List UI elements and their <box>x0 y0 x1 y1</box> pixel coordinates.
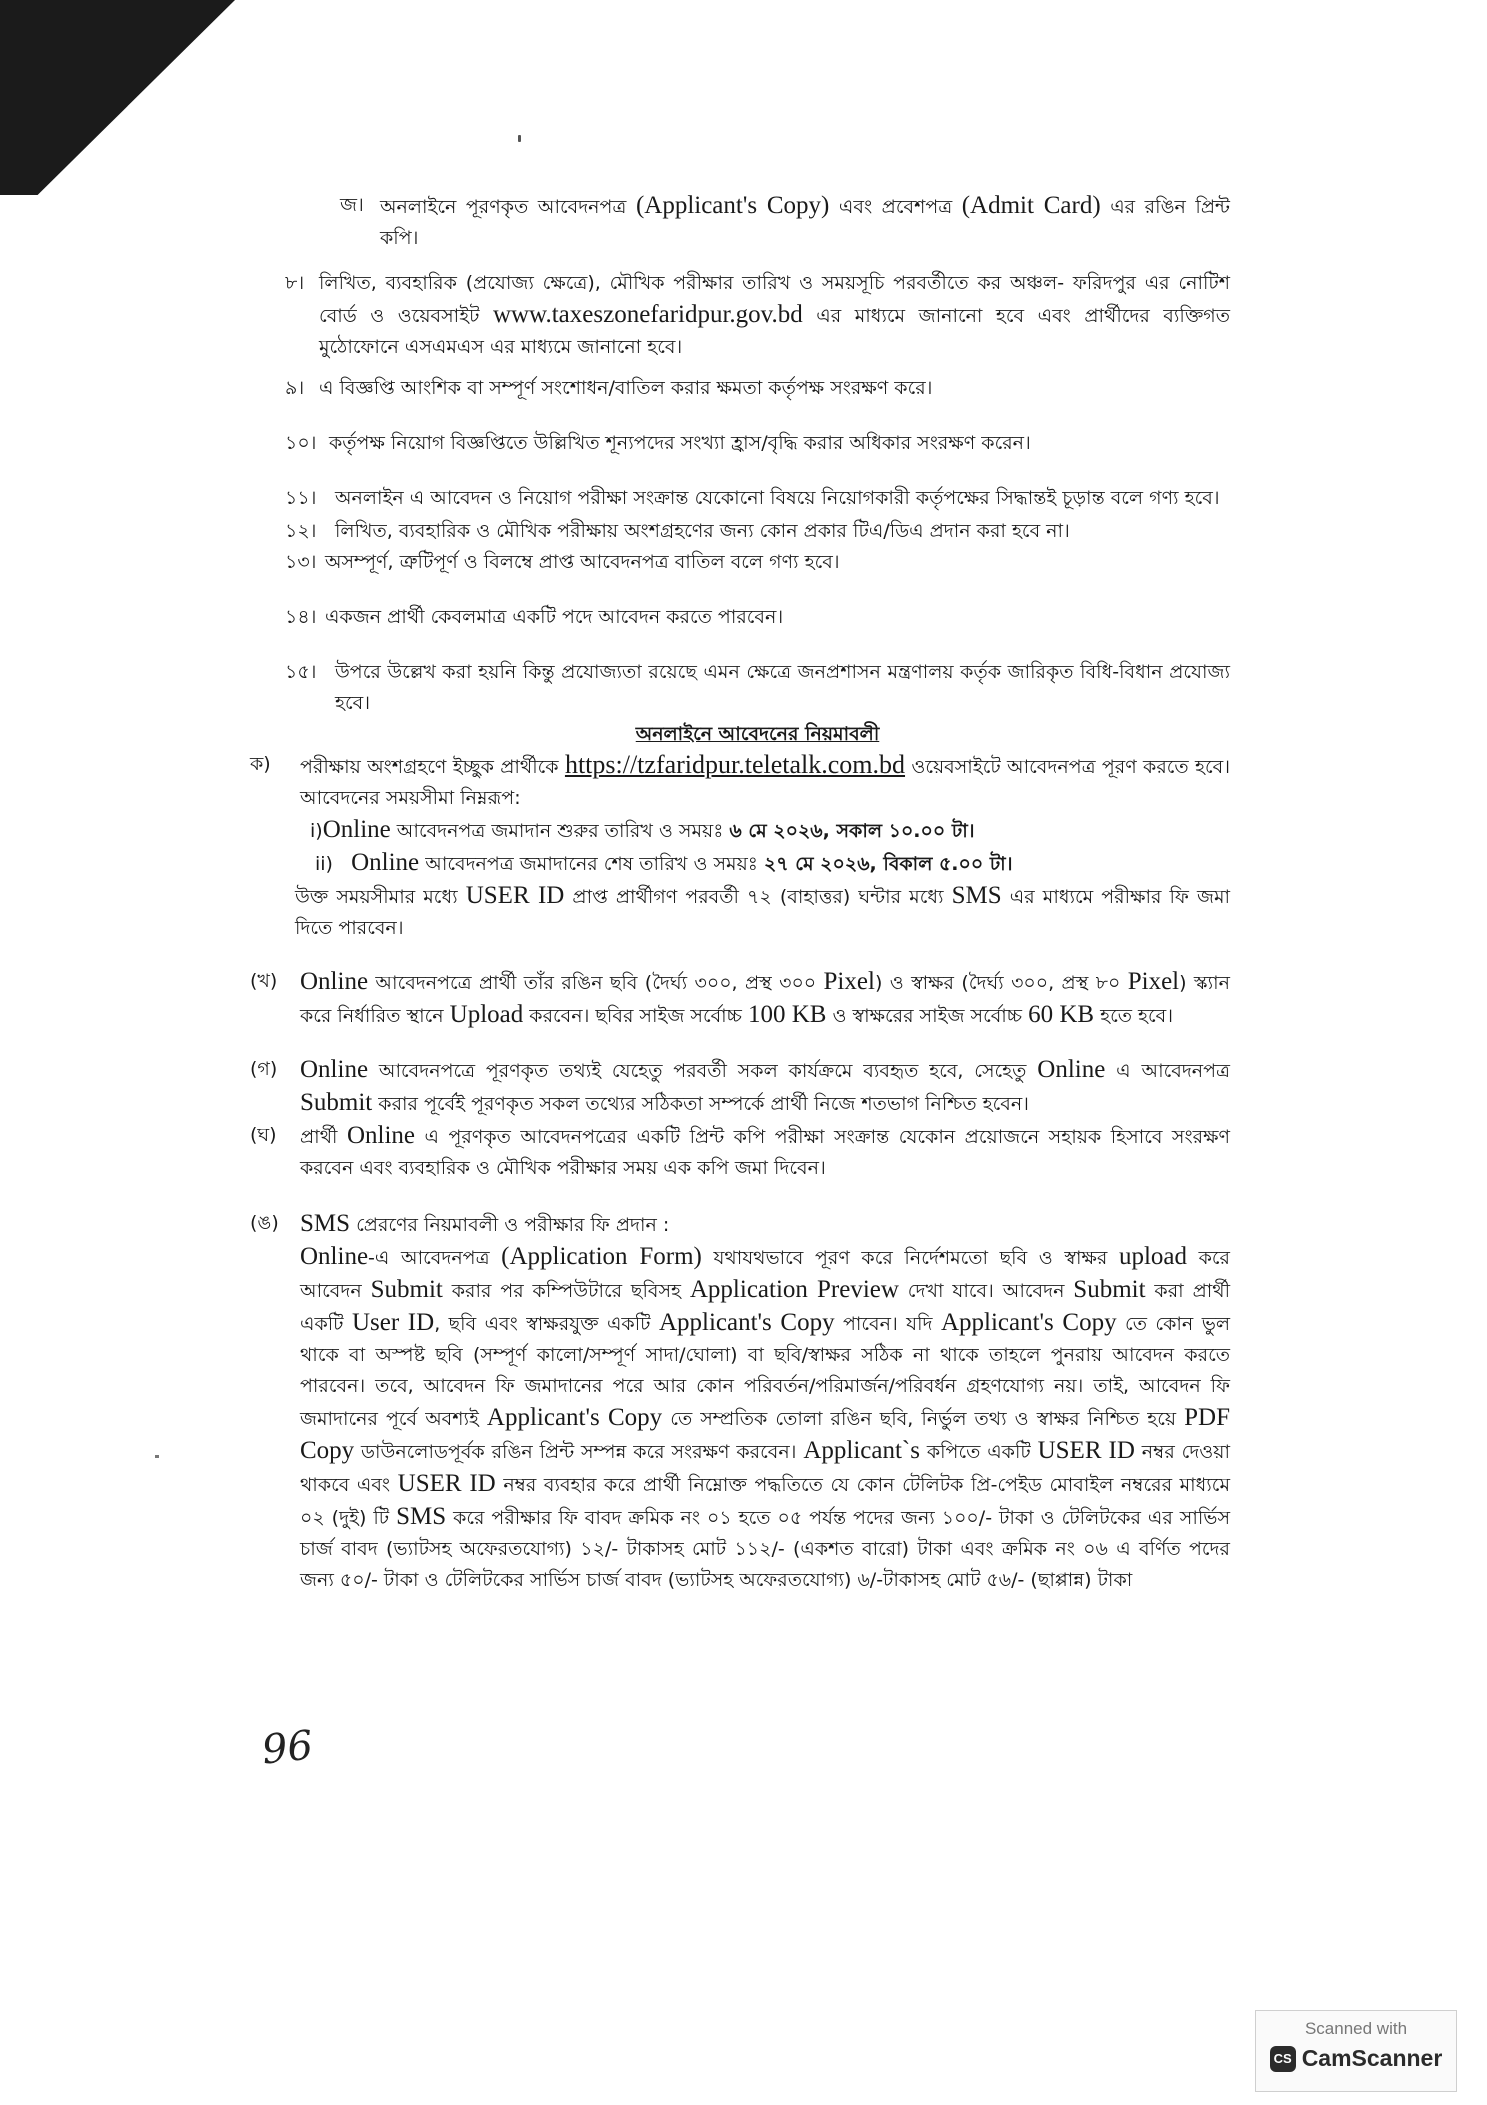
list-item-10 <box>285 428 1230 459</box>
camscanner-watermark <box>1255 2010 1457 2092</box>
camscanner-logo-icon: CS <box>1270 2046 1296 2072</box>
list-item-jha <box>340 190 1230 254</box>
item-text: কর্তৃপক্ষ নিয়োগ বিজ্ঞপ্তিতে উল্লিখিত শূন্যপদের সংখ্যা হ্রাস/বৃদ্ধি করার অধিকার সংরক্ষণ করেন। <box>329 432 1031 454</box>
item-number: (ঘ) <box>250 1124 277 1146</box>
rule-gha <box>250 1120 1230 1184</box>
item-text: একজন প্রার্থী কেবলমাত্র একটি পদে আবেদন করতে পারবেন। <box>325 606 784 628</box>
section-heading: অনলাইনে আবেদনের নিয়মাবলী <box>635 723 880 745</box>
watermark-brand: CamScanner <box>1301 2045 1443 2071</box>
rule-umo <box>250 1208 1230 1596</box>
scan-speck <box>518 135 521 142</box>
item-text: লিখিত, ব্যবহারিক ও মৌখিক পরীক্ষায় অংশগ্রহণের জন্য কোন প্রকার টিএ/ডিএ প্রদান করা হবে না। <box>335 520 1070 542</box>
rule-ka <box>250 749 1230 944</box>
item-number: ১১। <box>285 487 317 509</box>
item-text: Online আবেদনপত্রে পূরণকৃত তথ্যই যেহেতু পরবর্তী সকল কার্যক্রমে ব্যবহৃত হবে, সেহেতু Online এ আবেদনপত্র Submit করার পূর্বেই পূরণকৃত সকল তথ্যের সঠিকতা সম্পর্কে প্রার্থী নিজে শতভাগ নিশ্চিত হবেন। <box>300 1056 1230 1116</box>
item-number: (গ) <box>250 1058 278 1080</box>
item-text: প্রার্থী Online এ পূরণকৃত আবেদনপত্রের একটি প্রিন্ট কপি পরীক্ষা সংক্রান্ত যেকোন প্রয়োজনে সহায়ক হিসাবে সংরক্ষণ করবেন এবং ব্যবহারিক ও মৌখিক পরীক্ষার সময় এক কপি জমা দিবেন। <box>300 1122 1230 1179</box>
item-text: Online আবেদনপত্রে প্রার্থী তাঁর রঙিন ছবি (দৈর্ঘ্য ৩০০, প্রস্থ ৩০০ Pixel) ও স্বাক্ষর (দৈর্ঘ্য ৩০০, প্রস্থ ৮০ Pixel) স্ক্যান করে নির্ধারিত স্থানে Upload করবেন। ছবির সাইজ সর্বোচ্চ 100 KB ও স্বাক্ষরের সাইজ সর্বোচ্চ 60 KB হতে হবে। <box>300 968 1230 1028</box>
item-number: ৯। <box>285 377 305 399</box>
document-page <box>250 190 1231 1596</box>
item-number: (ঙ) <box>250 1212 279 1234</box>
item-number: ১৫। <box>285 661 317 683</box>
item-number: ক) <box>250 753 271 775</box>
list-item-14 <box>285 602 1230 633</box>
rule-ga <box>250 1054 1230 1120</box>
sms-rules-title: SMS প্রেরণের নিয়মাবলী ও পরীক্ষার ফি প্রদান : <box>300 1210 670 1237</box>
item-text: অসম্পূর্ণ, ত্রুটিপূর্ণ ও বিলম্বে প্রাপ্ত আবেদনপত্র বাতিল বলে গণ্য হবে। <box>325 551 840 573</box>
item-number: (খ) <box>250 970 278 992</box>
rule-kha <box>250 966 1230 1032</box>
watermark-caption: Scanned with <box>1304 2019 1408 2038</box>
item-number: জ। <box>340 194 364 216</box>
fee-deadline-text: উক্ত সময়সীমার মধ্যে USER ID প্রাপ্ত প্রার্থীগণ পরবর্তী ৭২ (বাহাত্তর) ঘন্টার মধ্যে SMS এর মাধ্যমে পরীক্ষার ফি জমা দিতে পারবেন। <box>295 882 1231 939</box>
item-text <box>300 1208 1230 1596</box>
application-website-link[interactable]: https://tzfaridpur.teletalk.com.bd <box>564 750 906 779</box>
list-item-8 <box>285 268 1230 363</box>
sms-rules-paragraph: Online-এ আবেদনপত্র (Application Form) যথাযথভাবে পূরণ করে নির্দেশমতো ছবি ও স্বাক্ষর upload করে আবেদন Submit করার পর কম্পিউটারে ছবিসহ Application Preview দেখা যাবে। আবেদন Submit করা প্রার্থী একটি User ID, ছবি এবং স্বাক্ষরযুক্ত একটি Applicant's Copy পাবেন। যদি Applicant's Copy তে কোন ভুল থাকে বা অস্পষ্ট ছবি (সম্পূর্ণ কালো/সম্পূর্ণ সাদা/ঘোলা) বা ছবি/স্বাক্ষর সঠিক না থাকে তাহলে পুনরায় আবেদন করতে পারবেন। তবে, আবেদন ফি জমাদানের পরে আর কোন পরিবর্তন/পরিমার্জন/পরিবর্ধন গ্রহণযোগ্য নয়। তাই, আবেদন ফি জমাদানের পূর্বে অবশ্যই Applicant's Copy তে সম্প্রতিক তোলা রঙিন ছবি, নির্ভুল তথ্য ও স্বাক্ষর নিশ্চিত হয়ে PDF Copy ডাউনলোডপূর্বক রঙিন প্রিন্ট সম্পন্ন করে সংরক্ষণ করবেন। Applicant`s কপিতে একটি USER ID নম্বর দেওয়া থাকবে এবং USER ID নম্বর ব্যবহার করে প্রার্থী নিম্নোক্ত পদ্ধতিতে যে কোন টেলিটক প্রি-পেইড মোবাইল নম্বরের মাধ্যমে ০২ (দুই) টি SMS করে পরীক্ষার ফি বাবদ ক্রমিক নং ০১ হতে ০৫ পর্যন্ত পদের জন্য ১০০/- টাকা ও টেলিটকের এর সার্ভিস চার্জ বাবদ (ভ্যাটসহ অফেরতযোগ্য) ১২/- টাকাসহ মোট ১১২/- (একশত বারো) টাকা এবং ক্রমিক নং ০৬ এ বর্ণিত পদের জন্য ৫০/- টাকা ও টেলিটকের সার্ভিস চার্জ বাবদ (ভ্যাটসহ অফেরতযোগ্য) ৬/-টাকাসহ মোট ৫৬/- (ছাপ্পান্ন) টাকা <box>300 1243 1231 1591</box>
list-item-9 <box>285 373 1230 404</box>
item-number: ১২। <box>285 520 317 542</box>
item-text: উপরে উল্লেখ করা হয়নি কিন্তু প্রযোজ্যতা রয়েছে এমন ক্ষেত্রে জনপ্রশাসন মন্ত্রণালয় কর্তৃক জারিকৃত বিধি-বিধান প্রযোজ্য হবে। <box>335 661 1230 714</box>
item-number: ১০। <box>285 432 317 454</box>
handwritten-page-number: 96 <box>259 1722 316 1774</box>
list-item-12 <box>285 516 1230 547</box>
item-text: এ বিজ্ঞপ্তি আংশিক বা সম্পূর্ণ সংশোধন/বাতিল করার ক্ষমতা কর্তৃপক্ষ সংরক্ষণ করে। <box>319 377 933 399</box>
item-number: ১৩। <box>285 551 317 573</box>
item-text: অনলাইনে পূরণকৃত আবেদনপত্র (Applicant's Copy) এবং প্রবেশপত্র (Admit Card) এর রঙিন প্রিন্ট কপি। <box>380 192 1230 249</box>
item-text: পরীক্ষায় অংশগ্রহণে ইচ্ছুক প্রার্থীকে https://tzfaridpur.teletalk.com.bd ওয়েবসাইটে আবেদনপত্র পূরণ করতে হবে। আবেদনের সময়সীমা নিম্নরূপ: i)Online আবেদনপত্র জমাদান শুরুর তারিখ ও সময়ঃ ৬ মে ২০২৬, সকাল ১০.০০ টা। ii) Online আবেদনপত্র জমাদানের শেষ তারিখ ও সময়ঃ ২৭ মে ২০২৬, বিকাল ৫.০০ টা। উক্ত সময়সীমার মধ্যে USER ID প্রাপ্ত প্রার্থীগণ পরবর্তী ৭২ (বাহাত্তর) ঘন্টার মধ্যে SMS এর মাধ্যমে পরীক্ষার ফি জমা দিতে পারবেন। <box>300 749 1230 944</box>
item-number: ১৪। <box>285 606 317 628</box>
end-date-line: ii) Online আবেদনপত্র জমাদানের শেষ তারিখ ও সময়ঃ ২৭ মে ২০২৬, বিকাল ৫.০০ টা। <box>315 849 1013 876</box>
list-item-11 <box>285 483 1230 514</box>
list-item-13 <box>285 547 1230 578</box>
item-text: অনলাইন এ আবেদন ও নিয়োগ পরীক্ষা সংক্রান্ত যেকোনো বিষয়ে নিয়োগকারী কর্তৃপক্ষের সিদ্ধান্তই চূড়ান্ত বলে গণ্য হবে। <box>335 487 1220 509</box>
start-date-line: i)Online আবেদনপত্র জমাদান শুরুর তারিখ ও সময়ঃ ৬ মে ২০২৬, সকাল ১০.০০ টা। <box>310 816 975 843</box>
item-text: লিখিত, ব্যবহারিক (প্রযোজ্য ক্ষেত্রে), মৌখিক পরীক্ষার তারিখ ও সময়সূচি পরবর্তীতে কর অঞ্চল- ফরিদপুর এর নোটিশ বোর্ড ও ওয়েবসাইট www.taxeszonefaridpur.gov.bd এর মাধ্যমে জানানো হবে এবং প্রার্থীদের ব্যক্তিগত মুঠোফোনে এসএমএস এর মাধ্যমে জানানো হবে। <box>319 272 1230 358</box>
list-item-15 <box>285 657 1230 719</box>
scan-speck <box>155 1455 159 1458</box>
item-number: ৮। <box>285 272 305 294</box>
page-corner-fold <box>0 0 235 195</box>
